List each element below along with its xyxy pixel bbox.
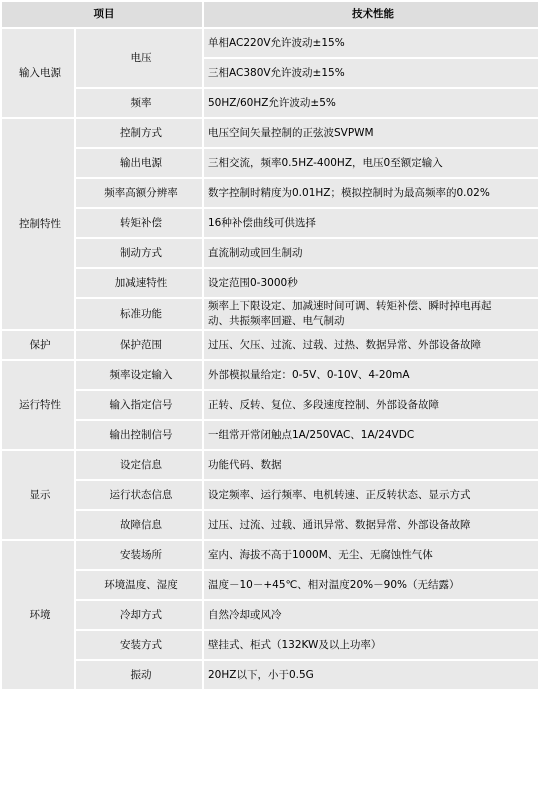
header-performance: 技术性能 — [204, 2, 538, 27]
item-frequency: 频率 — [76, 89, 202, 117]
value-fault-info: 过压、过流、过载、通讯异常、数据异常、外部设备故障 — [204, 511, 538, 539]
value-vibration: 20HZ以下，小于0.5G — [204, 661, 538, 689]
value-standard-functions-line2: 动、共振频率回避、电气制动 — [208, 315, 345, 327]
value-voltage-single: 单相AC220V允许波动±15% — [204, 29, 538, 57]
item-temp-humidity: 环境温度、湿度 — [76, 571, 202, 599]
value-mounting: 壁挂式、柜式（132KW及以上功率） — [204, 631, 538, 659]
value-frequency: 50HZ/60HZ允许波动±5% — [204, 89, 538, 117]
table-row — [2, 661, 538, 689]
value-torque-comp: 16种补偿曲线可供选择 — [204, 209, 538, 237]
item-install-location: 安装场所 — [76, 541, 202, 569]
item-braking: 制动方式 — [76, 239, 202, 267]
item-freq-input: 频率设定输入 — [76, 361, 202, 389]
table-row — [2, 361, 538, 389]
table-row — [2, 391, 538, 419]
item-cooling: 冷却方式 — [76, 601, 202, 629]
table-row — [2, 209, 538, 237]
value-standard-functions — [204, 299, 538, 329]
table-row — [2, 119, 538, 147]
item-mounting: 安装方式 — [76, 631, 202, 659]
table-row — [2, 481, 538, 509]
value-freq-resolution: 数字控制时精度为0.01HZ；模拟控制时为最高频率的0.02% — [204, 179, 538, 207]
table-row — [2, 511, 538, 539]
table-row — [2, 331, 538, 359]
value-output-signal: 一组常开常闭触点1A/250VAC、1A/24VDC — [204, 421, 538, 449]
table-row — [2, 451, 538, 479]
item-fault-info: 故障信息 — [76, 511, 202, 539]
item-setting-info: 设定信息 — [76, 451, 202, 479]
item-accel-decel: 加减速特性 — [76, 269, 202, 297]
table-row — [2, 29, 538, 57]
value-control-mode: 电压空间矢量控制的正弦波SVPWM — [204, 119, 538, 147]
value-cooling: 自然冷却或风冷 — [204, 601, 538, 629]
value-install-location: 室内、海拔不高于1000M、无尘、无腐蚀性气体 — [204, 541, 538, 569]
item-torque-comp: 转矩补偿 — [76, 209, 202, 237]
item-run-status-info: 运行状态信息 — [76, 481, 202, 509]
item-freq-resolution: 频率高额分辨率 — [76, 179, 202, 207]
table-row — [2, 299, 538, 329]
value-freq-input: 外部模拟量给定：0-5V、0-10V、4-20mA — [204, 361, 538, 389]
value-braking: 直流制动或回生制动 — [204, 239, 538, 267]
table-row — [2, 149, 538, 177]
item-control-mode: 控制方式 — [76, 119, 202, 147]
table-row — [2, 89, 538, 117]
category-control: 控制特性 — [2, 119, 74, 329]
value-temp-humidity: 温度－10－+45℃、相对温度20%－90%（无结露） — [204, 571, 538, 599]
value-setting-info: 功能代码、数据 — [204, 451, 538, 479]
table-row — [2, 421, 538, 449]
table-row — [2, 631, 538, 659]
item-voltage: 电压 — [76, 29, 202, 87]
item-protection-range: 保护范围 — [76, 331, 202, 359]
value-accel-decel: 设定范围0-3000秒 — [204, 269, 538, 297]
item-output-signal: 输出控制信号 — [76, 421, 202, 449]
table-row — [2, 179, 538, 207]
category-input-power: 输入电源 — [2, 29, 74, 117]
table-row — [2, 269, 538, 297]
table-row — [2, 571, 538, 599]
value-protection-range: 过压、欠压、过流、过载、过热、数据异常、外部设备故障 — [204, 331, 538, 359]
item-vibration: 振动 — [76, 661, 202, 689]
category-operation: 运行特性 — [2, 361, 74, 449]
value-input-signal: 正转、反转、复位、多段速度控制、外部设备故障 — [204, 391, 538, 419]
header-item: 项目 — [2, 2, 202, 27]
category-display: 显示 — [2, 451, 74, 539]
value-voltage-three: 三相AC380V允许波动±15% — [204, 59, 538, 87]
table-row — [2, 601, 538, 629]
header-row — [2, 2, 538, 27]
table-row — [2, 239, 538, 267]
table-row — [2, 541, 538, 569]
item-input-signal: 输入指定信号 — [76, 391, 202, 419]
item-output-power: 输出电源 — [76, 149, 202, 177]
value-output-power: 三相交流，频率0.5HZ-400HZ，电压0至额定输入 — [204, 149, 538, 177]
value-run-status-info: 设定频率、运行频率、电机转速、正反转状态、显示方式 — [204, 481, 538, 509]
category-protection: 保护 — [2, 331, 74, 359]
item-standard-functions: 标准功能 — [76, 299, 202, 329]
value-standard-functions-line1: 频率上下限设定、加减速时间可调、转矩补偿、瞬时掉电再起 — [208, 300, 492, 312]
category-environment: 环境 — [2, 541, 74, 689]
